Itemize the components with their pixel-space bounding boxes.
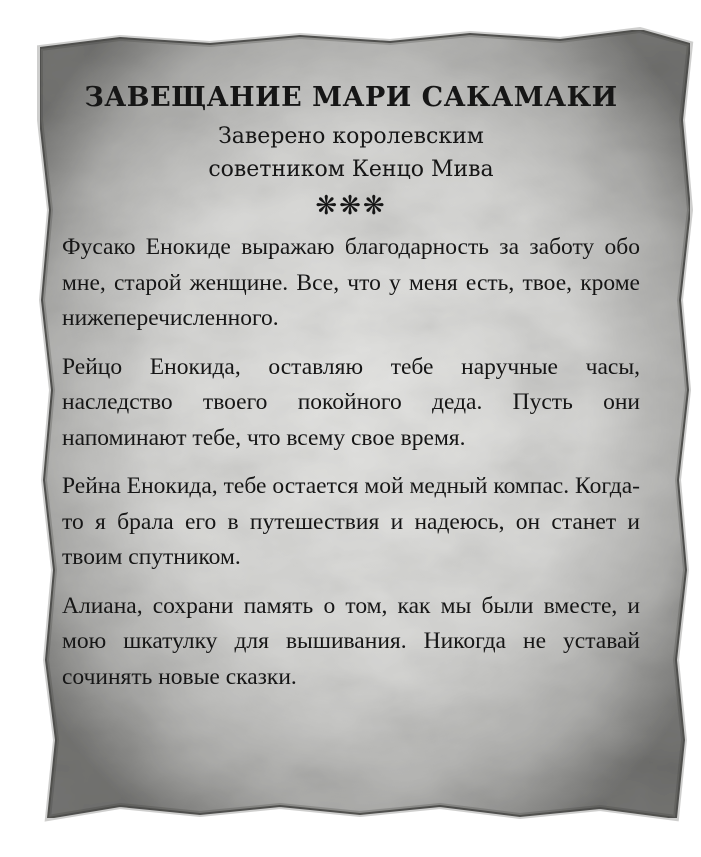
- paragraph-aliana: Алиана, сохрани память о том, как мы были вместе, и мою шкатулку для вышивания. Никогда не уставай сочинять новые сказки.: [62, 592, 640, 690]
- document-title: ЗАВЕЩАНИЕ МАРИ САКАМАКИ: [84, 82, 618, 113]
- ornament-divider: ❋❋❋: [315, 191, 387, 221]
- paragraph-fusako: Фусако Енокиде выражаю благодарность за заботу обо мне, старой женщине. Все, что у меня есть, твое, кроме нижеперечисленного.: [62, 234, 640, 331]
- will-text: [62, 78, 640, 798]
- subtitle-line-1: Заверено королевским: [218, 124, 484, 149]
- paragraph-reitso: Рейцо Енокида, оставляю тебе наручные часы, наследство твоего покойного деда. Пусть они напоминают тебе, что всему свое время.: [62, 353, 640, 451]
- paragraph-reina: Рейна Енокида, тебе остается мой медный компас. Когда-то я брала его в путешествия и надеюсь, он станет и твоим спутником.: [62, 473, 640, 570]
- subtitle-line-2: советником Кенцо Мива: [208, 157, 494, 182]
- document-subtitle: [62, 120, 640, 186]
